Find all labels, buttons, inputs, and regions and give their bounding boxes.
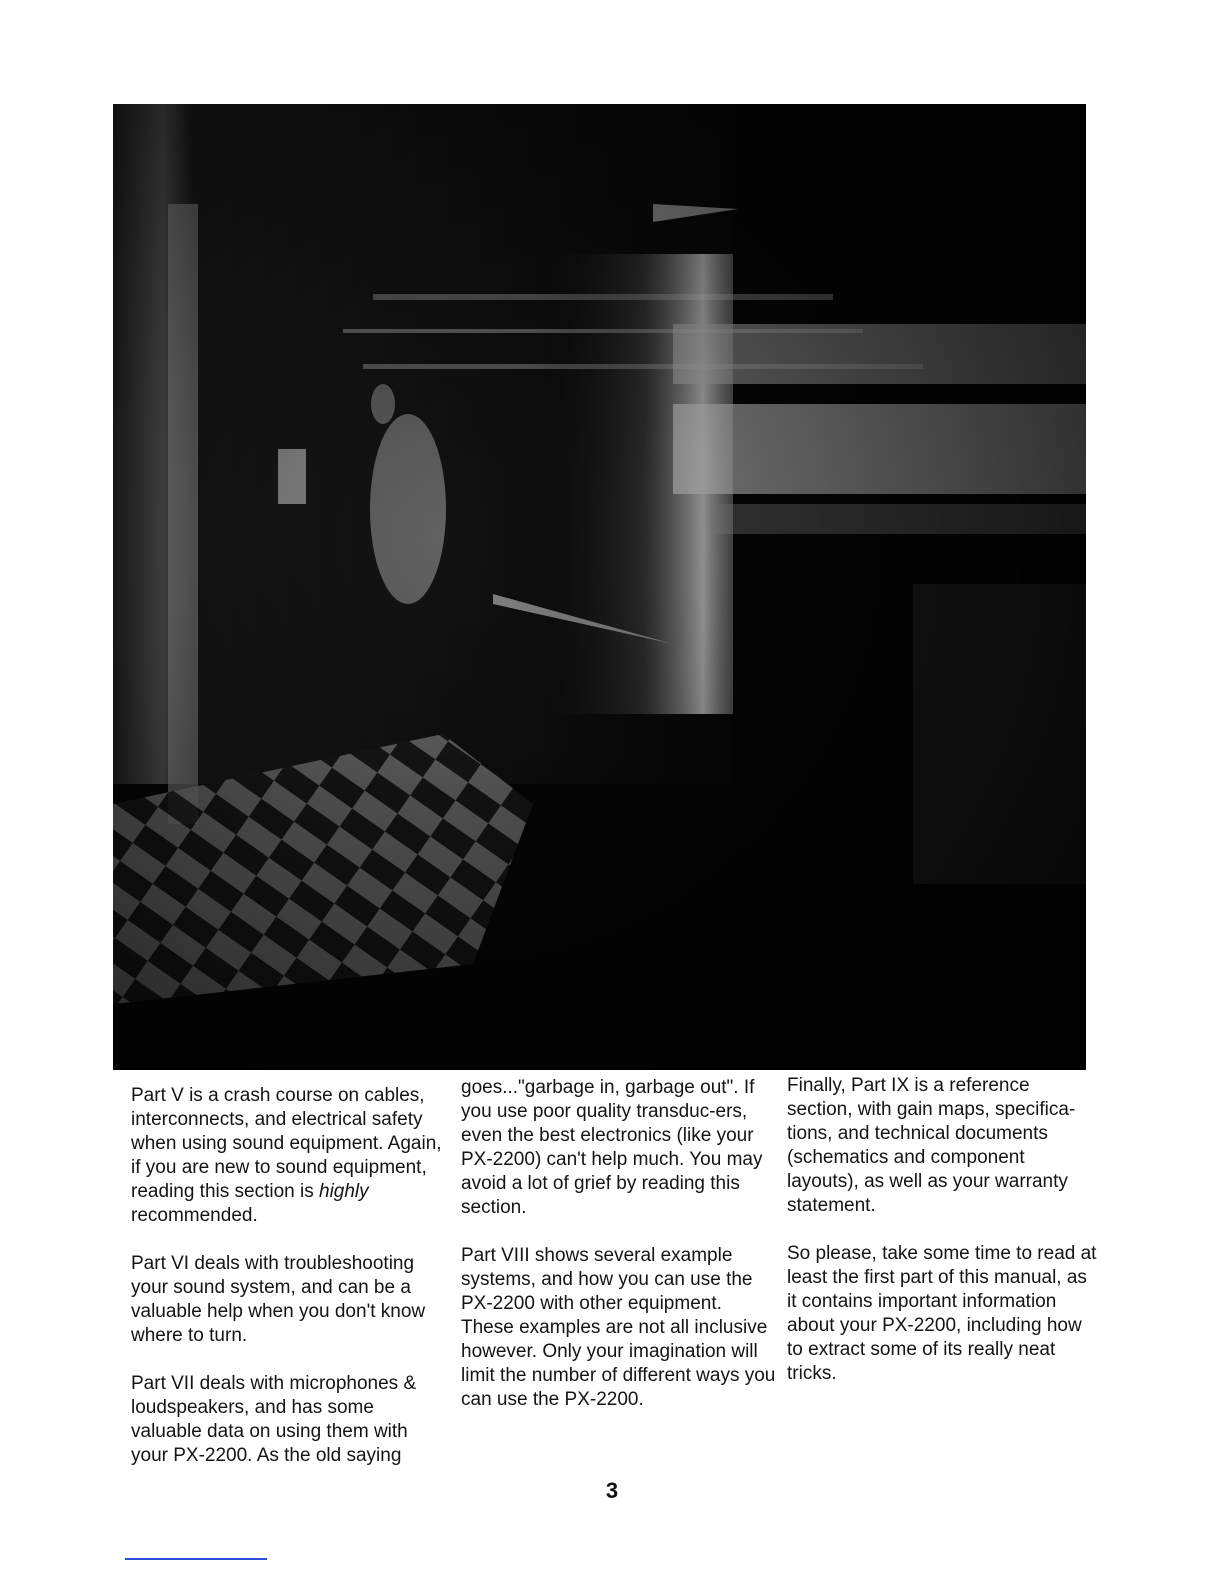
text-column-3 bbox=[787, 1074, 1097, 1386]
paragraph-part-ix: Finally, Part IX is a reference section, with gain maps, specifica-tions, and technical documents (schematics and component layouts), as well as your warranty statement. bbox=[787, 1075, 1076, 1216]
text-column-1 bbox=[131, 1084, 443, 1468]
footer-rule bbox=[125, 1558, 267, 1560]
paragraph-part-v: Part V is a crash course on cables, interconnects, and electrical safety when using sound equipment. Again, if you are new to sound equipment, reading this section is highly recommended. bbox=[131, 1085, 442, 1226]
paragraph-closing: So please, take some time to read at least the first part of this manual, as it contains important information about your PX-2200, including how to extract some of its really neat tricks. bbox=[787, 1243, 1097, 1384]
page-number: 3 bbox=[605, 1478, 619, 1503]
dark-interior-photo-icon bbox=[113, 104, 1086, 1070]
paragraph-part-viii: Part VIII shows several example systems, and how you can use the PX-2200 with other equipment. These examples are not all inclusive however. Only your imagination will limit the number of different ways you can use the PX-2200. bbox=[461, 1245, 776, 1410]
paragraph-garbage-saying: goes..."garbage in, garbage out". If you use poor quality transduc-ers, even the best electronics (like your PX-2200) can't help much. You may avoid a lot of grief by reading this section. bbox=[461, 1077, 763, 1218]
text-column-2 bbox=[461, 1076, 779, 1412]
photo bbox=[113, 104, 1086, 1070]
paragraph-part-vii: Part VII deals with microphones & loudspeakers, and has some valuable data on using them with your PX-2200. As the old saying bbox=[131, 1373, 417, 1466]
emphasis-highly: highly bbox=[319, 1181, 369, 1202]
paragraph-part-vi: Part VI deals with troubleshooting your sound system, and can be a valuable help when you don't know where to turn. bbox=[131, 1253, 426, 1346]
